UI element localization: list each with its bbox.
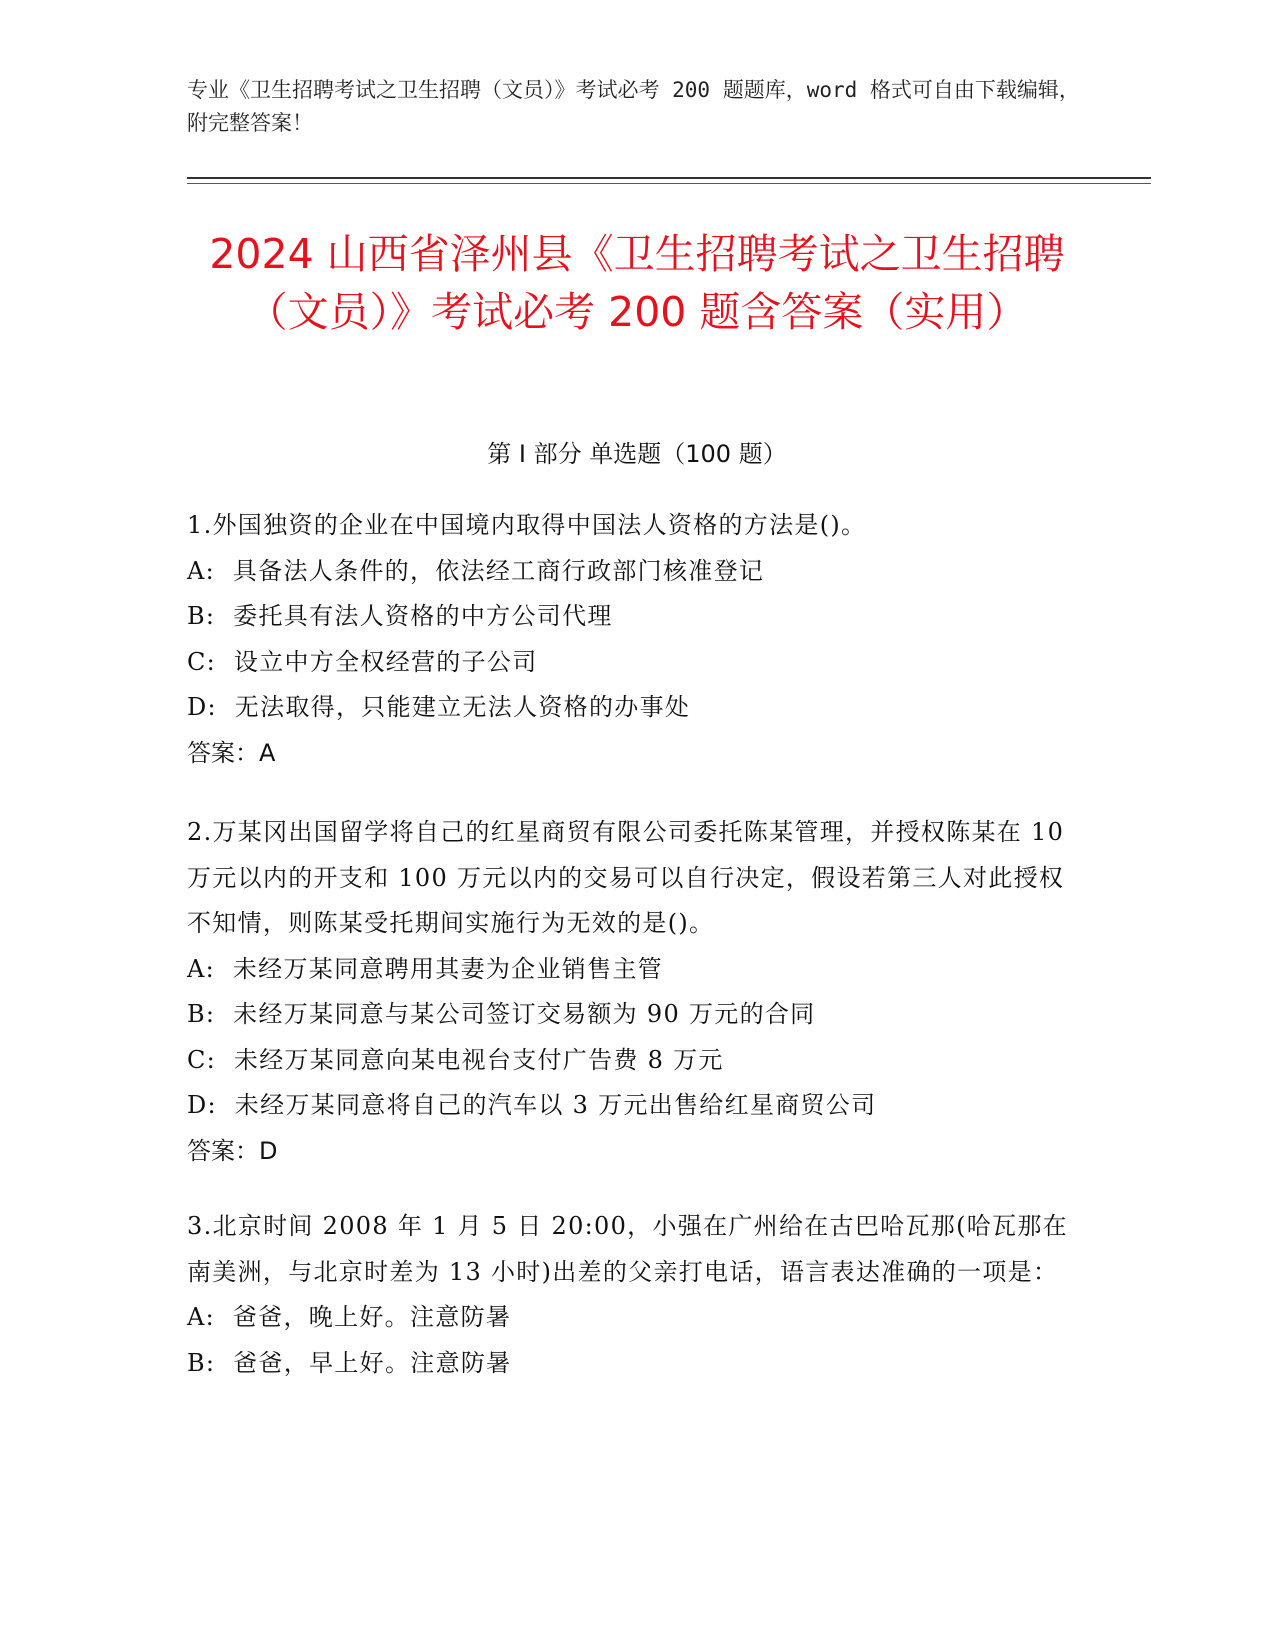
header-note: 专业《卫生招聘考试之卫生招聘（文员）》考试必考 200 题题库，word 格式可自由下载编辑，附完整答案！ <box>187 78 1080 135</box>
section-title: 第 I 部分 单选题（100 题） <box>487 440 787 468</box>
question-stem: 2.万某冈出国留学将自己的红星商贸有限公司委托陈某管理，并授权陈某在 10 万元以内的开支和 100 万元以内的交易可以自行决定，假设若第三人对此授权不知情，则陈某受托期间实施行为无效的是()。 <box>187 818 1074 937</box>
question-stem: 1.外国独资的企业在中国境内取得中国法人资格的方法是()。 <box>187 511 867 539</box>
option-c: C: 未经万某同意向某电视台支付广告费 8 万元 <box>187 1045 724 1074</box>
option-d: D: 无法取得，只能建立无法人资格的办事处 <box>187 693 691 721</box>
question-stem: 3.北京时间 2008 年 1 月 5 日 20:00，小强在广州给在古巴哈瓦那(哈瓦那在南美洲，与北京时差为 13 小时)出差的父亲打电话，语言表达准确的一项是： <box>187 1212 1068 1286</box>
header-divider-thick <box>187 177 1151 179</box>
answer: 答案：A <box>187 738 276 767</box>
option-c: C: 设立中方全权经营的子公司 <box>187 647 538 676</box>
question-block-2 <box>187 810 1087 1174</box>
answer: 答案：D <box>187 1136 278 1165</box>
option-b: B: 未经万某同意与某公司签订交易额为 90 万元的合同 <box>187 1000 816 1028</box>
option-d: D: 未经万某同意将自己的汽车以 3 万元出售给红星商贸公司 <box>187 1091 877 1119</box>
option-a: A: 具备法人条件的，依法经工商行政部门核准登记 <box>187 556 765 585</box>
option-a: A: 未经万某同意聘用其妻为企业销售主管 <box>187 954 663 983</box>
question-block-3 <box>187 1204 1087 1386</box>
option-b: B: 委托具有法人资格的中方公司代理 <box>187 602 613 630</box>
header-divider-thin <box>187 183 1151 184</box>
question-block-1 <box>187 503 1087 776</box>
option-a: A: 爸爸，晚上好。注意防暑 <box>187 1303 512 1331</box>
document-title: 2024 山西省泽州县《卫生招聘考试之卫生招聘（文员）》考试必考 200 题含答案（实用） <box>209 230 1065 336</box>
option-b: B: 爸爸，早上好。注意防暑 <box>187 1348 512 1377</box>
